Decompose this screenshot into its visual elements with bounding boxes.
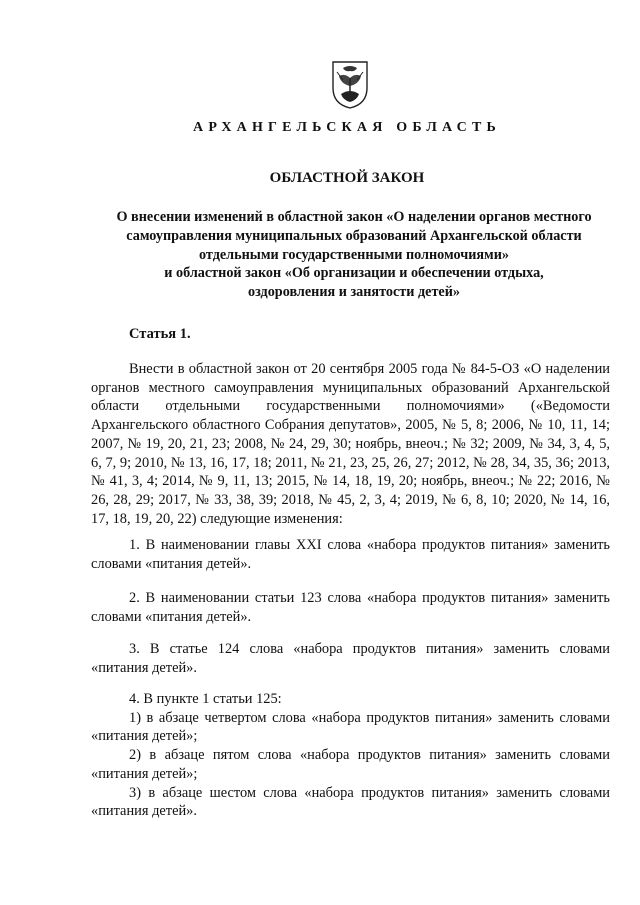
amendment-item-4-lead: 4. В пункте 1 статьи 125: [129,691,282,707]
amendment-subitem-3: 3) в абзаце шестом слова «набора продуктов питания» заменить словами «питания детей». [91,784,610,820]
article-intro-paragraph: Внести в областной закон от 20 сентября 2005 года № 84-5-ОЗ «О наделении органов местного самоуправления муниципальных образований Архангельской области отдельными государственными полномочиями» («Ведомости Архангельского областного Собрания депутатов», 2005, № 5, 8; 2006, № 10, 11, 14; 2007, № 19, 20, 21, 23; 2008, № 24, 29, 30; ноябрь, внеоч.; № 32; 2009, № 34, 3, 4, 5, 6, 7, 9; 2010, № 13, 16, 17, 18; 2011, № 21, 23, 25, 26, 27; 2012, № 28, 34, 35, 36; 2013, № 41, 3, 4; 2014, № 9, 11, 13; 2015, № 14, 18, 19, 20; ноябрь, внеоч.; № 22; 2016, № 26, 28, 29; 2017, № 33, 38, 39; 2018, № 45, 2, 3, 4; 2019, № 6, 8, 10; 2020, № 14, 16, 17, 18, 19, 20, 22) следующие изменения: [91,361,610,527]
law-title-line: О внесении изменений в областной закон «О наделении органов местного [116,209,592,225]
amendment-item-4 [91,690,610,821]
amendment-item-2: 2. В наименовании статьи 123 слова «набора продуктов питания» заменить словами «питания детей». [91,590,610,625]
law-title-line: отдельными государственными полномочиями» [199,246,509,263]
region-name: АРХАНГЕЛЬСКАЯ ОБЛАСТЬ [193,120,501,135]
law-title-line: самоуправления муниципальных образований Архангельской области [126,227,582,244]
law-title [94,208,614,302]
amendment-subitem-1: 1) в абзаце четвертом слова «набора продуктов питания» заменить словами «питания детей»; [91,709,610,745]
article-heading: Статья 1. [129,326,191,342]
arkhangelsk-coat-of-arms-icon [329,58,371,110]
law-type-heading: ОБЛАСТНОЙ ЗАКОН [269,170,425,186]
amendment-item-1: 1. В наименовании главы XXI слова «набора продуктов питания» заменить словами «питания детей». [91,537,610,572]
law-title-line: оздоровления и занятости детей» [248,284,460,301]
law-title-line: и областной закон «Об организации и обеспечении отдыха, [164,265,544,282]
amendment-subitem-2: 2) в абзаце пятом слова «набора продуктов питания» заменить словами «питания детей»; [91,747,610,782]
amendment-item-3: 3. В статье 124 слова «набора продуктов питания» заменить словами «питания детей». [91,641,610,676]
